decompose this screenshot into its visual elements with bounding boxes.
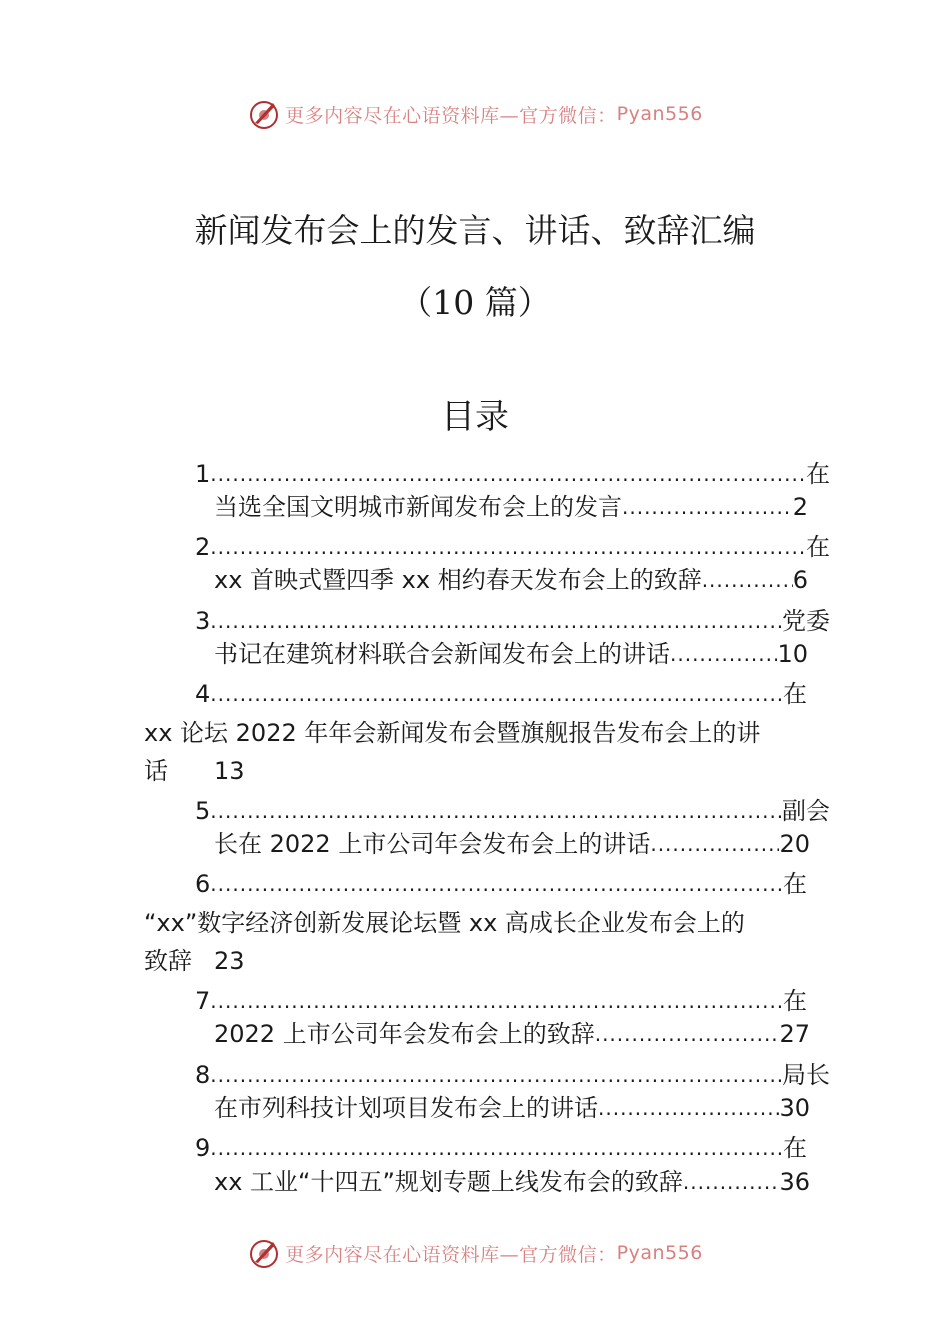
toc-leader-dots <box>683 1165 780 1199</box>
toc-entry-page: 20 <box>779 830 810 858</box>
quill-seal-icon <box>247 1236 281 1270</box>
toc-entry-page: 6 <box>792 566 808 594</box>
watermark-footer <box>0 1233 950 1273</box>
toc-entry-title: “xx”数字经济创新发展论坛暨 xx 高成长企业发布会上的 <box>144 909 745 937</box>
toc-entry-8-line2[interactable] <box>214 1091 810 1125</box>
toc-entry-5-line1[interactable] <box>195 794 830 828</box>
toc-entry-8-line1[interactable] <box>195 1058 830 1092</box>
toc-entry-title: 在市列科技计划项目发布会上的讲话 <box>214 1094 598 1122</box>
toc-leader-dots <box>210 867 783 901</box>
toc-entry-title: 长在 2022 上市公司年会发布会上的讲话 <box>214 830 651 858</box>
watermark-header <box>0 94 950 134</box>
toc-leader-dots <box>210 530 806 564</box>
toc-entry-6-line2[interactable] <box>144 906 824 940</box>
toc-entry-6-line3[interactable] <box>144 944 344 978</box>
watermark-wechat-id: Pyan556 <box>616 1242 703 1264</box>
toc-entry-title: xx 首映式暨四季 xx 相约春天发布会上的致辞 <box>214 566 702 594</box>
toc-entry-title-end: 致辞 <box>144 947 192 975</box>
toc-entry-2-line1[interactable] <box>195 530 830 564</box>
toc-entry-title: 2022 上市公司年会发布会上的致辞 <box>214 1020 595 1048</box>
toc-leader-dots <box>702 563 793 597</box>
toc-entry-page: 27 <box>779 1020 810 1048</box>
toc-leader-dots <box>210 794 782 828</box>
document-subtitle: （10 篇） <box>399 283 551 322</box>
toc-entry-number: 2 <box>195 533 211 561</box>
toc-entry-4-line1[interactable] <box>195 677 807 711</box>
toc-entry-7-line2[interactable] <box>214 1017 810 1051</box>
toc-entry-number: 4 <box>195 680 211 708</box>
toc-entry-page: 23 <box>214 947 245 975</box>
toc-leader-dots <box>595 1017 780 1051</box>
toc-entry-2-line2[interactable] <box>214 563 808 597</box>
toc-leader-dots <box>670 637 777 671</box>
toc-entry-number: 7 <box>195 987 211 1015</box>
toc-entry-number: 8 <box>195 1061 211 1089</box>
toc-entry-page: 10 <box>777 640 808 668</box>
toc-leader-dots <box>598 1091 779 1125</box>
toc-entry-title-start: 在 <box>806 460 830 488</box>
toc-entry-title: 当选全国文明城市新闻发布会上的发言 <box>214 493 622 521</box>
toc-entry-title: xx 工业“十四五”规划专题上线发布会的致辞 <box>214 1168 683 1196</box>
toc-entry-title-start: 党委 <box>782 607 830 635</box>
toc-entry-title: xx 论坛 2022 年年会新闻发布会暨旗舰报告发布会上的讲 <box>144 719 761 747</box>
toc-entry-title-end: 话 <box>144 757 168 785</box>
toc-leader-dots <box>210 604 782 638</box>
toc-entry-number: 9 <box>195 1134 211 1162</box>
toc-leader-dots <box>210 984 783 1018</box>
toc-leader-dots <box>210 457 806 491</box>
toc-entry-4-line3[interactable] <box>144 754 344 788</box>
toc-entry-6-line1[interactable] <box>195 867 807 901</box>
toc-entry-page: 30 <box>779 1094 810 1122</box>
document-title: 新闻发布会上的发言、讲话、致辞汇编 <box>194 211 756 250</box>
watermark-text: 更多内容尽在心语资料库—官方微信： <box>285 104 617 127</box>
toc-entry-9-line2[interactable] <box>214 1165 810 1199</box>
watermark-text: 更多内容尽在心语资料库—官方微信： <box>285 1243 617 1266</box>
toc-entry-title-start: 在 <box>783 987 807 1015</box>
toc-entry-9-line1[interactable] <box>195 1131 807 1165</box>
toc-entry-1-line2[interactable] <box>214 490 808 524</box>
toc-entry-number: 6 <box>195 870 211 898</box>
watermark-wechat-id: Pyan556 <box>616 103 703 125</box>
toc-heading: 目录 <box>441 397 509 437</box>
toc-entry-number: 3 <box>195 607 211 635</box>
toc-entry-7-line1[interactable] <box>195 984 807 1018</box>
toc-entry-title-start: 局长 <box>782 1061 830 1089</box>
toc-entry-title-start: 在 <box>783 1134 807 1162</box>
toc-entry-page: 13 <box>214 757 245 785</box>
toc-entry-title-start: 在 <box>783 680 807 708</box>
toc-leader-dots <box>210 1131 783 1165</box>
toc-entry-title: 书记在建筑材料联合会新闻发布会上的讲话 <box>214 640 670 668</box>
toc-leader-dots <box>210 677 783 711</box>
toc-entry-title-start: 在 <box>806 533 830 561</box>
toc-entry-4-line2[interactable] <box>144 716 824 750</box>
toc-entry-title-start: 副会 <box>782 797 830 825</box>
toc-entry-number: 5 <box>195 797 211 825</box>
toc-leader-dots <box>622 490 793 524</box>
toc-entry-1-line1[interactable] <box>195 457 830 491</box>
toc-leader-dots <box>650 827 779 861</box>
toc-entry-page: 2 <box>792 493 808 521</box>
toc-entry-3-line2[interactable] <box>214 637 808 671</box>
toc-entry-page: 36 <box>779 1168 810 1196</box>
toc-entry-number: 1 <box>195 460 211 488</box>
toc-entry-3-line1[interactable] <box>195 604 830 638</box>
toc-leader-dots <box>210 1058 782 1092</box>
quill-seal-icon <box>247 97 281 131</box>
toc-entry-title-start: 在 <box>783 870 807 898</box>
toc-entry-5-line2[interactable] <box>214 827 810 861</box>
